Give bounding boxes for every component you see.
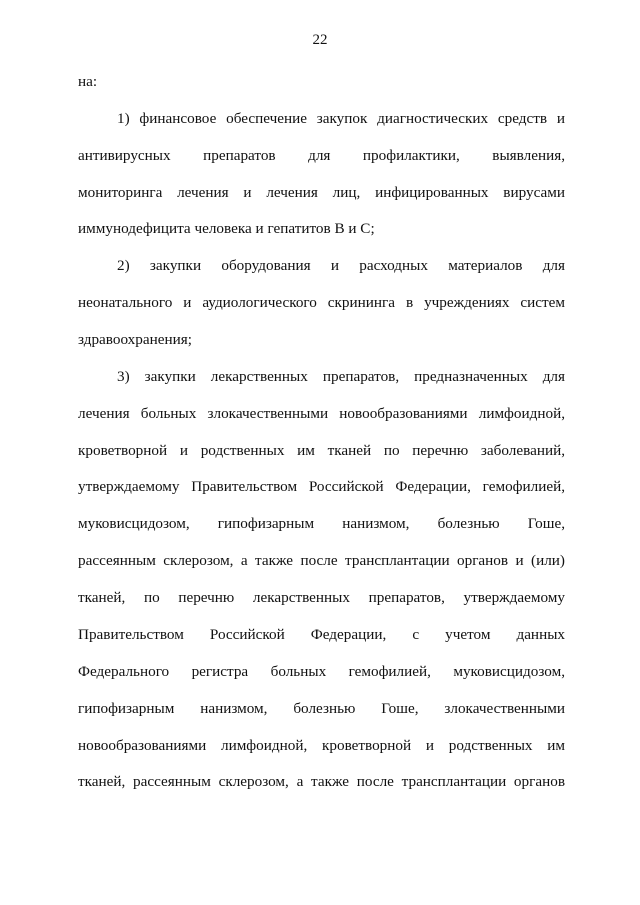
text-line: тканей, рассеянным склерозом, а также после трансплантации органов xyxy=(78,773,565,790)
text-line: неонатального и аудиологического скрининга в учреждениях систем xyxy=(78,294,565,311)
text-line: Правительством Российской Федерации, с учетом данных xyxy=(78,626,565,643)
text-line: иммунодефицита человека и гепатитов В и С; xyxy=(78,220,375,237)
text-line: на: xyxy=(78,73,98,90)
text-line: рассеянным склерозом, а также после трансплантации органов и (или) xyxy=(78,552,565,569)
text-line: муковисцидозом, гипофизарным нанизмом, болезнью Гоше, xyxy=(78,515,565,532)
text-line: гипофизарным нанизмом, болезнью Гоше, злокачественными xyxy=(78,700,565,717)
text-line: здравоохранения; xyxy=(78,331,192,348)
text-line: новообразованиями лимфоидной, кроветворной и родственных им xyxy=(78,737,565,754)
text-line: тканей, по перечню лекарственных препаратов, утверждаемому xyxy=(78,589,565,606)
text-line: мониторинга лечения и лечения лиц, инфицированных вирусами xyxy=(78,184,565,201)
text-line: кроветворной и родственных им тканей по перечню заболеваний, xyxy=(78,442,565,459)
text-line: 1) финансовое обеспечение закупок диагностических средств и xyxy=(117,110,565,127)
text-line: антивирусных препаратов для профилактики, выявления, xyxy=(78,147,565,164)
text-line: 3) закупки лекарственных препаратов, предназначенных для xyxy=(117,368,565,385)
text-line: лечения больных злокачественными новообразованиями лимфоидной, xyxy=(78,405,565,422)
text-line: 2) закупки оборудования и расходных материалов для xyxy=(117,257,565,274)
text-line: утверждаемому Правительством Российской Федерации, гемофилией, xyxy=(78,478,565,495)
page-number: 22 xyxy=(312,32,328,48)
text-line: Федерального регистра больных гемофилией, муковисцидозом, xyxy=(78,663,565,680)
